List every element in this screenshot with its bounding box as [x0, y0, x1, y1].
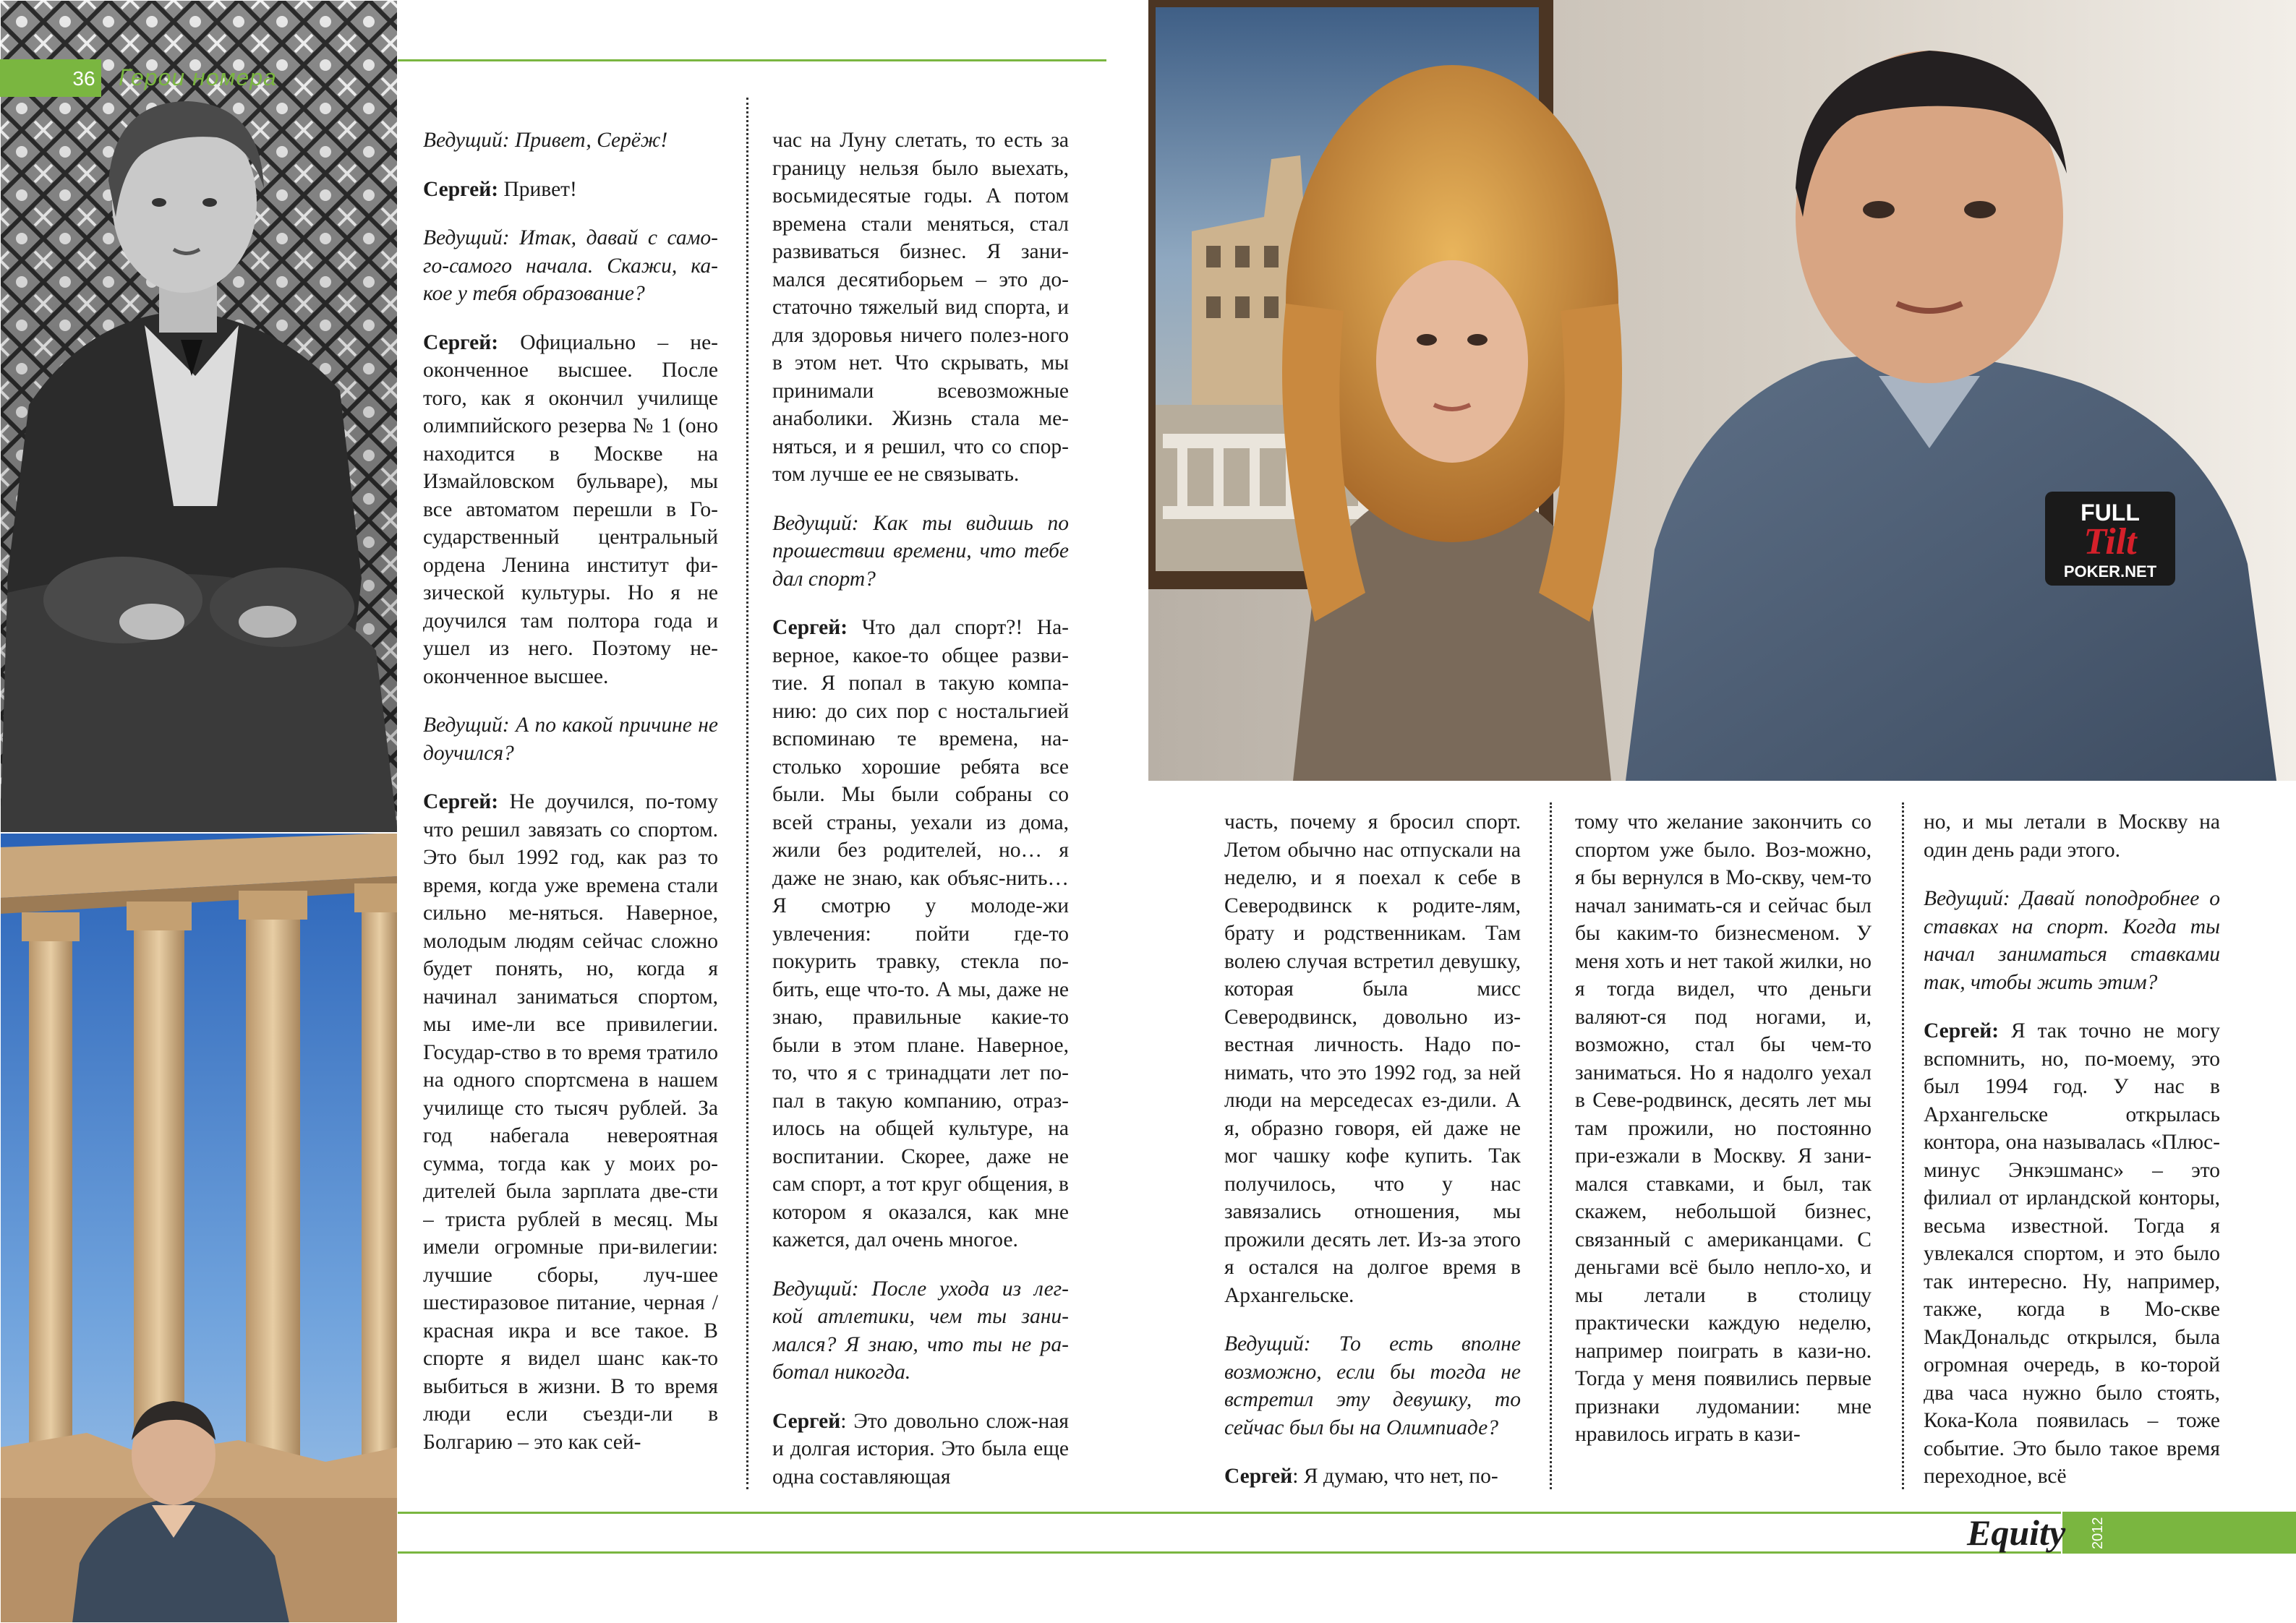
- continued-text: часть, почему я бросил спорт. Летом обычно нас отпускали на неделю, и я поехал к себе в Северодвинск к родите-лям, брату и родственникам. Там волею случая встретил девушку, которая была мисс Северодвинск, довольно из-вестная личность. Надо по-нимать, что это 1992 год, за ней люди на мерседесах ез-дили. А я, образно говоря, ей даже не мог чашку кофе купить. Так получилось, что у нас завязались отношения, мы прожили десять лет. Из-за этого я остался на долгое время в Архангельске.: [1224, 810, 1521, 1307]
- article-column-3: [1224, 808, 1521, 1489]
- answer-text: Не доучился, по-тому что решил завязать со спортом. Это был 1992 год, как раз то время, когда уже времена стали сильно ме-няться. Наверное, молодым людям сейчас сложно будет понять, но, когда я начинал заниматься спортом, мы име-ли все привилегии. Государ-ство в то время тратило на одного спортсмена в нашем училище сто тысяч рублей. За год набегала невероятная сумма, тогда как у моих ро-дителей была зарплата две-сти – триста рублей в месяц. Мы имели огромные при-вилегии: лучшие сборы, луч-шее шестиразовое питание, черная / красная икра и все такое. В спорте я видел шанс как-то выбиться в жизни. В то время люди если съезди-ли в Болгарию – это как сей-: [423, 790, 718, 1454]
- speaker-name: Сергей:: [772, 616, 848, 639]
- answer-text: : Это довольно слож-ная и долгая история. Это была еще одна составляющая: [772, 1409, 1069, 1489]
- logo-full: FULL: [2081, 500, 2140, 526]
- header-rule: [398, 59, 1106, 61]
- host-question: Ведущий: Итак, давай с само-го-самого начала. Скажи, ка-кое у тебя образование?: [423, 226, 718, 305]
- speaker-name: Сергей:: [423, 330, 499, 354]
- host-question: Ведущий: Давай поподробнее о ставках на спорт. Когда ты начал заниматься ставками так, чтобы жить этим?: [1924, 887, 2220, 994]
- footer-rule-lower: [398, 1551, 2061, 1554]
- column-divider: [1902, 802, 1904, 1489]
- speaker-name: Сергей: [1224, 1465, 1293, 1488]
- logo-tilt: Tilt: [2083, 521, 2137, 562]
- answer-text: Привет!: [498, 177, 577, 201]
- host-question: Ведущий: Как ты видишь по прошествии времени, что тебе дал спорт?: [772, 511, 1069, 591]
- speaker-name: Сергей: [772, 1409, 841, 1433]
- section-title: Герои номера: [119, 64, 277, 90]
- logo-poker-net: POKER.NET: [2063, 562, 2157, 581]
- guest-answer: [423, 329, 718, 691]
- host-question: Ведущий: Привет, Серёж!: [423, 129, 668, 152]
- guest-answer: [423, 176, 718, 204]
- continued-text: но, и мы летали в Москву на один день ради этого.: [1924, 810, 2220, 862]
- magazine-logo: Equity: [1967, 1512, 2066, 1553]
- article-column-5: [1924, 808, 2220, 1489]
- column-divider: [1550, 802, 1552, 1489]
- couple-photo: [1148, 0, 2296, 781]
- young-portrait-photo: [0, 0, 398, 833]
- continued-text: час на Луну слетать, то есть за границу нельзя было выехать, восьмидесятые годы. А потом времена стали меняться, стал развиваться бизнес. Я зани-мался десятиборьем – это до-статочно тяжелый вид спорта, и для здоровья ничего полез-ного в этом нет. Что скрывать, мы принимали всевозможные анаболики. Жизнь стала ме-няться, и я решил, что со спор-том лучше ее не связывать.: [772, 129, 1069, 486]
- host-question: Ведущий: А по какой причине не доучился?: [423, 714, 718, 765]
- article-column-2: [772, 127, 1069, 1489]
- host-question: Ведущий: То есть вполне возможно, если бы тогда не встретил эту девушку, то сейчас был бы на Олимпиаде?: [1224, 1332, 1521, 1439]
- columns-travel-photo: [0, 833, 398, 1623]
- answer-text: : Я думаю, что нет, по-: [1292, 1465, 1498, 1488]
- continued-text: тому что желание закончить со спортом уже было. Воз-можно, я бы вернулся в Мо-скву, чем-то начал занимать-ся и сейчас был бы каким-то бизнесменом. У меня хоть и нет такой жилки, но я тогда видел, что деньги валяют-ся под ногами, и, возможно, стал бы чем-то заниматься. Но я надолго уехал в Севе-родвинск, десять лет мы там прожили, но постоянно при-езжали в Москву. Я зани-мался ставками, и был, так скажем, небольшой бизнес, связанный с американцами. С деньгами всё было непло-хо, и мы летали в столицу практически каждую неделю, например поиграть в кази-но. Тогда у меня появились первые признаки лудомании: мне нравилось играть в кази-: [1575, 810, 1872, 1446]
- guest-answer: [1224, 1463, 1521, 1489]
- column-divider: [746, 98, 748, 1489]
- answer-text: Официально – не-оконченное высшее. После того, как я окончил училище олимпийского резерва № 1 (оно находится в Москве на Измайловском бульваре), мы все автоматом перешли в Го-сударственный центральный ордена Ленина институт фи-зической культуры. Но я не доучился там полтора года и ушел из него. Поэтому не-оконченное высшее.: [423, 330, 718, 688]
- answer-text: Что дал спорт?! На-верное, какое-то общее разви-тие. Я попал в такую компа-нию: до сих пор с ностальгией вспоминаю те времена, на-столько хорошие ребята все были. Мы были собраны со всей страны, уехали из дома, жили без родителей, но… я даже не знаю, как объяс-нить… Я смотрю у молоде-жи увлечения: пойти где-то покурить травку, стекла по-бить, еще что-то. А мы, даже не знаю, правильные какие-то были в этом плане. Наверное, то, что я с тринадцати лет по-пал в такую компанию, отраз-илось на общей культуре, на воспитании. Скорее, даже не сам спорт, а тот круг общения, в котором я оказался, как мне кажется, дал очень многое.: [772, 616, 1069, 1251]
- issue-year: 2012: [2090, 1517, 2106, 1550]
- speaker-name: Сергей:: [423, 790, 499, 813]
- article-column-1: [423, 127, 718, 1489]
- host-question: Ведущий: После ухода из лег-кой атлетики, чем ты зани-мался? Я знаю, что ты не ра-ботал никогда.: [772, 1277, 1069, 1384]
- answer-text: Я так точно не могу вспомнить, но, по-моему, это был 1994 год. У нас в Архангельске открылась контора, она называлась «Плюс-минус Энкэшманс» – это филиал от ирландской конторы, весьма известной. Тогда я увлекался спортом, и это было так интересно. Ну, например, также, когда в Мо-скве МакДональдс открылся, была огромная очередь, в ко-торой два часа нужно было стоять, Кока-Кола появилась – тоже событие. Это было такое время переходное, всё: [1924, 1019, 2220, 1488]
- full-tilt-logo: [2045, 492, 2175, 586]
- guest-answer: [772, 614, 1069, 1254]
- speaker-name: Сергей:: [1924, 1019, 2000, 1042]
- guest-answer: [1924, 1017, 2220, 1489]
- footer-rule: [398, 1512, 2061, 1514]
- article-column-4: [1575, 808, 1872, 1489]
- page-number: 36: [72, 67, 95, 90]
- guest-answer: [772, 1408, 1069, 1490]
- guest-answer: [423, 788, 718, 1456]
- speaker-name: Сергей:: [423, 177, 499, 201]
